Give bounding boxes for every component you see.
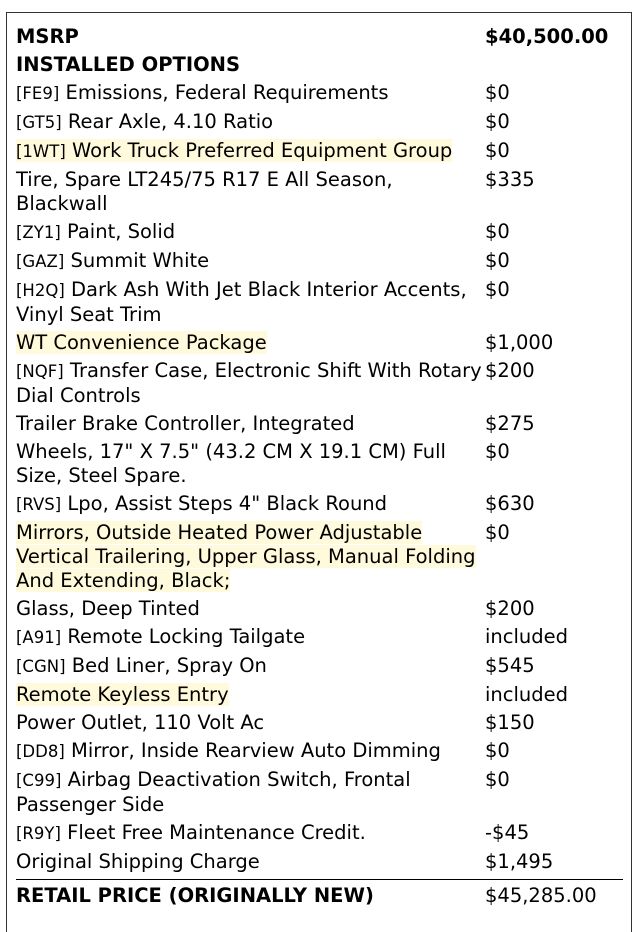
option-row	[16, 768, 624, 817]
installed-options-heading: INSTALLED OPTIONS	[16, 53, 241, 76]
option-text	[16, 220, 175, 243]
option-text	[16, 139, 452, 162]
sticker-content	[16, 25, 624, 908]
option-description	[16, 625, 485, 650]
option-row	[16, 492, 624, 517]
option-price: $0	[485, 110, 510, 133]
total-row	[16, 882, 624, 908]
option-code: [H2Q]	[16, 281, 65, 300]
option-text	[16, 492, 387, 515]
option-row	[16, 625, 624, 650]
option-price: $0	[485, 768, 510, 791]
option-row	[16, 821, 624, 846]
option-text	[16, 331, 267, 354]
option-label: Original Shipping Charge	[16, 850, 260, 873]
option-code: [1WT]	[16, 142, 66, 161]
option-row	[16, 739, 624, 764]
option-text	[16, 249, 209, 272]
option-row	[16, 521, 624, 593]
option-text	[16, 850, 260, 873]
option-text	[16, 654, 267, 677]
option-description	[16, 521, 485, 593]
option-code: [NQF]	[16, 362, 64, 381]
option-description	[16, 654, 485, 679]
option-label: Dark Ash With Jet Black Interior Accents, Vinyl Seat Trim	[16, 278, 467, 326]
option-description	[16, 110, 485, 135]
option-label: Rear Axle, 4.10 Ratio	[67, 110, 274, 133]
installed-options-row	[16, 53, 624, 77]
option-code: [CGN]	[16, 657, 66, 676]
option-price: $275	[485, 412, 535, 435]
option-text	[16, 440, 446, 487]
option-text	[16, 81, 389, 104]
option-label: Remote Keyless Entry	[16, 683, 229, 706]
option-text	[16, 359, 482, 407]
option-label: Remote Locking Tailgate	[67, 625, 306, 648]
option-description	[16, 683, 485, 707]
option-code: [ZY1]	[16, 223, 61, 242]
option-description	[16, 412, 485, 436]
option-code: [RVS]	[16, 495, 62, 514]
total-label: RETAIL PRICE (ORIGINALLY NEW)	[16, 884, 374, 907]
option-code: [R9Y]	[16, 824, 61, 843]
option-row	[16, 110, 624, 135]
option-label: Airbag Deactivation Switch, Frontal Passenger Side	[16, 768, 411, 816]
option-price: $0	[485, 249, 510, 272]
option-row	[16, 81, 624, 106]
option-description	[16, 359, 485, 408]
option-description	[16, 139, 485, 164]
option-code: [DD8]	[16, 742, 65, 761]
option-price: $1,495	[485, 850, 554, 873]
option-label: Lpo, Assist Steps 4" Black Round	[67, 492, 388, 515]
option-price: $545	[485, 654, 535, 677]
option-label: Transfer Case, Electronic Shift With Rotary Dial Controls	[16, 359, 482, 407]
option-description	[16, 249, 485, 274]
option-text	[16, 625, 305, 648]
option-label: Tire, Spare LT245/75 R17 E All Season, Blackwall	[16, 168, 393, 215]
option-price: included	[485, 683, 569, 706]
option-row	[16, 359, 624, 408]
option-row	[16, 440, 624, 488]
option-text	[16, 521, 476, 592]
option-description	[16, 711, 485, 735]
option-description	[16, 220, 485, 245]
option-code: [C99]	[16, 771, 62, 790]
option-text	[16, 597, 200, 620]
option-description	[16, 81, 485, 106]
option-label: Trailer Brake Controller, Integrated	[16, 412, 355, 435]
option-price: $0	[485, 521, 510, 544]
option-text	[16, 110, 273, 133]
option-text	[16, 278, 467, 326]
option-row	[16, 597, 624, 621]
msrp-price: $40,500.00	[485, 25, 609, 48]
option-price: $630	[485, 492, 535, 515]
option-price: -$45	[485, 821, 530, 844]
option-code: [FE9]	[16, 84, 60, 103]
option-text	[16, 412, 355, 435]
option-label: Summit White	[70, 249, 210, 272]
option-row	[16, 850, 624, 874]
option-label: Bed Liner, Spray On	[71, 654, 267, 677]
option-code: [GAZ]	[16, 252, 65, 271]
option-description	[16, 768, 485, 817]
option-description	[16, 850, 485, 874]
option-row	[16, 654, 624, 679]
option-label: Glass, Deep Tinted	[16, 597, 200, 620]
option-row	[16, 278, 624, 327]
option-price: $0	[485, 139, 510, 162]
option-row	[16, 683, 624, 707]
option-label: Mirror, Inside Rearview Auto Dimming	[71, 739, 441, 762]
msrp-row	[16, 25, 624, 49]
total-price: $45,285.00	[485, 884, 597, 907]
option-label: Fleet Free Maintenance Credit.	[67, 821, 366, 844]
option-description	[16, 168, 485, 216]
option-price: included	[485, 625, 569, 648]
option-text	[16, 711, 264, 734]
option-text	[16, 168, 393, 215]
option-description	[16, 739, 485, 764]
option-row	[16, 220, 624, 245]
option-label: Power Outlet, 110 Volt Ac	[16, 711, 265, 734]
option-row	[16, 412, 624, 436]
option-price: $0	[485, 81, 510, 104]
option-label: WT Convenience Package	[16, 331, 267, 354]
option-price: $335	[485, 168, 535, 191]
option-label: Wheels, 17" X 7.5" (43.2 CM X 19.1 CM) Full Size, Steel Spare.	[16, 440, 446, 487]
option-code: [A91]	[16, 628, 62, 647]
window-sticker	[6, 12, 632, 932]
option-description	[16, 597, 485, 621]
option-row	[16, 331, 624, 355]
option-price: $0	[485, 739, 510, 762]
option-description	[16, 492, 485, 517]
option-price: $1,000	[485, 331, 554, 354]
option-row	[16, 249, 624, 274]
option-description	[16, 821, 485, 846]
option-price: $0	[485, 440, 510, 463]
option-label: Emissions, Federal Requirements	[65, 81, 389, 104]
option-row	[16, 168, 624, 216]
option-price: $150	[485, 711, 535, 734]
option-description	[16, 278, 485, 327]
option-description	[16, 440, 485, 488]
option-price: $200	[485, 359, 535, 382]
option-label: Mirrors, Outside Heated Power Adjustable Vertical Trailering, Upper Glass, Manual Folding And Extending, Black;	[16, 521, 476, 592]
option-description	[16, 331, 485, 355]
option-text	[16, 739, 441, 762]
option-row	[16, 139, 624, 164]
option-row	[16, 711, 624, 735]
option-price: $0	[485, 220, 510, 243]
option-code: [GT5]	[16, 113, 62, 132]
option-text	[16, 768, 411, 816]
option-text	[16, 683, 229, 706]
options-list	[16, 81, 624, 874]
option-label: Paint, Solid	[66, 220, 176, 243]
option-price: $0	[485, 278, 510, 301]
option-text	[16, 821, 366, 844]
option-label: Work Truck Preferred Equipment Group	[71, 139, 453, 162]
option-price: $200	[485, 597, 535, 620]
total-divider	[16, 879, 623, 880]
msrp-label: MSRP	[16, 25, 79, 48]
